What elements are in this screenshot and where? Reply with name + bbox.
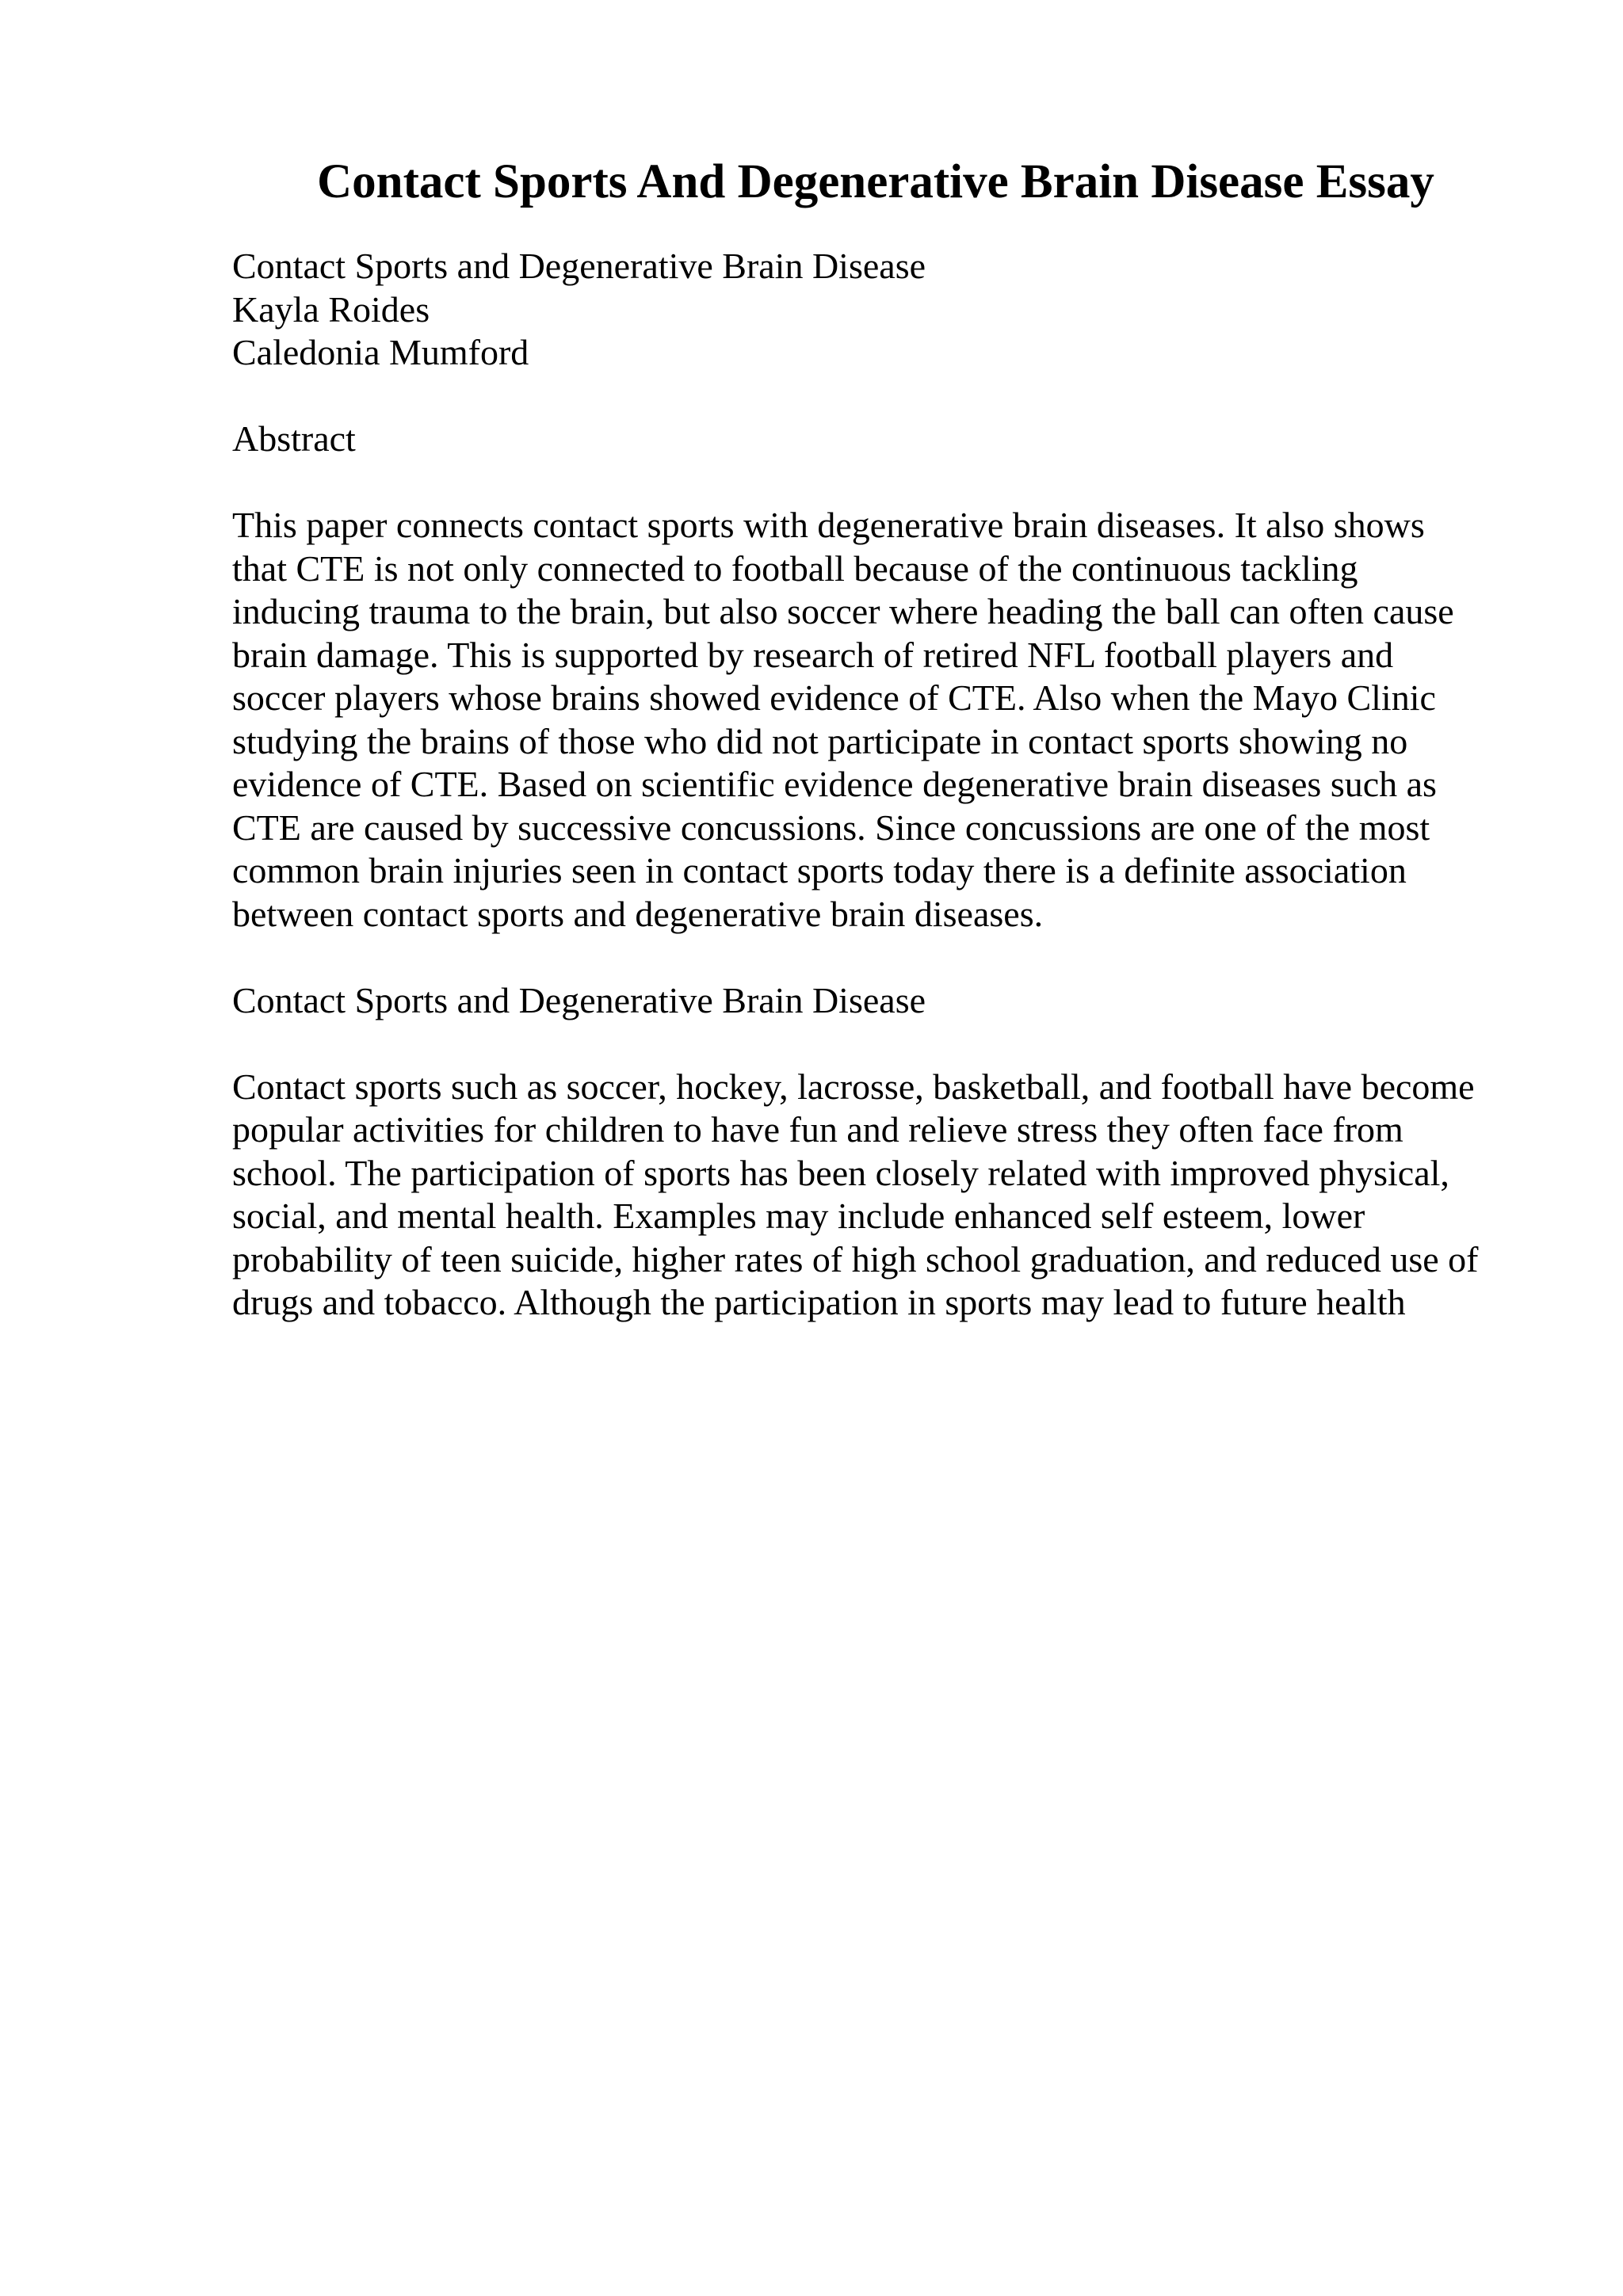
text-line: popular activities for children to have fun and relieve stress they often face from <box>232 1109 1403 1150</box>
text-line: school. The participation of sports has been closely related with improved physical, <box>232 1152 1449 1193</box>
author-line: Kayla Roides <box>232 288 430 330</box>
abstract-heading: Abstract <box>232 418 356 459</box>
paragraph-spacer <box>232 461 1595 505</box>
text-line: social, and mental health. Examples may include enhanced self esteem, lower <box>232 1196 1365 1236</box>
body-paragraph <box>232 1066 1595 1325</box>
text-line: Contact sports such as soccer, hockey, lacrosse, basketball, and football have become <box>232 1066 1475 1107</box>
paragraph-spacer <box>232 1022 1595 1066</box>
text-line: probability of teen suicide, higher rates of high school graduation, and reduced use of <box>232 1238 1479 1280</box>
section-heading: Contact Sports and Degenerative Brain Disease <box>232 979 926 1020</box>
text-line: evidence of CTE. Based on scientific evidence degenerative brain diseases such as <box>232 764 1437 804</box>
paragraph-spacer <box>232 936 1595 979</box>
text-line: studying the brains of those who did not participate in contact sports showing no <box>232 720 1408 761</box>
text-line: soccer players whose brains showed evidence of CTE. Also when the Mayo Clinic <box>232 677 1436 718</box>
text-line: inducing trauma to the brain, but also soccer where heading the ball can often cause <box>232 591 1454 631</box>
text-line: brain damage. This is supported by research of retired NFL football players and <box>232 634 1394 675</box>
text-line: common brain injuries seen in contact sports today there is a definite association <box>232 850 1407 891</box>
author-line: Caledonia Mumford <box>232 332 529 372</box>
text-line: This paper connects contact sports with degenerative brain diseases. It also shows <box>232 505 1425 545</box>
abstract-paragraph <box>232 504 1595 936</box>
text-line: CTE are caused by successive concussions. Since concussions are one of the most <box>232 807 1430 848</box>
document-title: Contact Sports And Degenerative Brain Disease Essay <box>317 155 1434 208</box>
paragraph-spacer <box>232 375 1595 418</box>
paper-title-line: Contact Sports and Degenerative Brain Disease <box>232 246 926 286</box>
text-line: that CTE is not only connected to football because of the continuous tackling <box>232 547 1358 589</box>
text-line: between contact sports and degenerative brain diseases. <box>232 893 1044 934</box>
header-block <box>232 245 1595 375</box>
text-line: drugs and tobacco. Although the participation in sports may lead to future health <box>232 1282 1406 1322</box>
document-body <box>232 245 1595 1325</box>
